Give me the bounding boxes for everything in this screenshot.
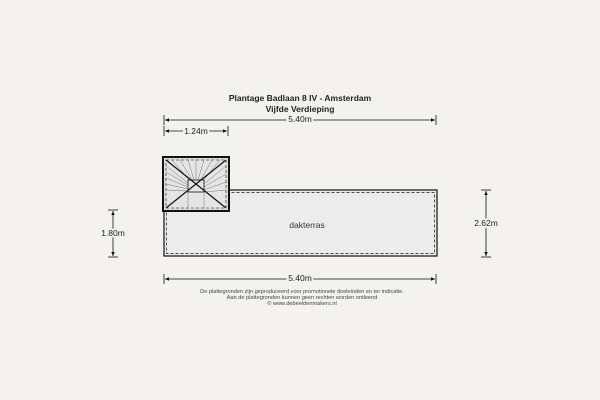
left-height-label: 1.80m [101,228,125,238]
left-height-dimension [101,210,125,257]
plan-floor-subtitle: Vijfde Verdieping [265,104,335,114]
bottom-width-label: 5.40m [288,273,312,283]
terrace-label: dakterras [289,220,325,230]
disclaimer-line-1: De plattegronden zijn geproduceerd voor promotionele doeleinden en ter indicatie. [200,289,404,295]
top-width-label: 5.40m [288,114,312,124]
top-width-dimension [164,114,436,125]
disclaimer [200,289,404,307]
disclaimer-line-2: Aan de plattegronden kunnen geen rechten worden ontleend [226,295,378,301]
bottom-width-dimension [164,273,436,284]
right-height-dimension [474,190,498,257]
plan-address-title: Plantage Badlaan 8 IV - Amsterdam [228,93,372,103]
disclaimer-line-3: © www.debeeldenmakers.nl [267,301,337,307]
stair-width-dimension [164,126,228,136]
stairwell [163,157,229,211]
stair-width-label: 1.24m [184,126,208,136]
right-height-label: 2.62m [474,218,498,228]
